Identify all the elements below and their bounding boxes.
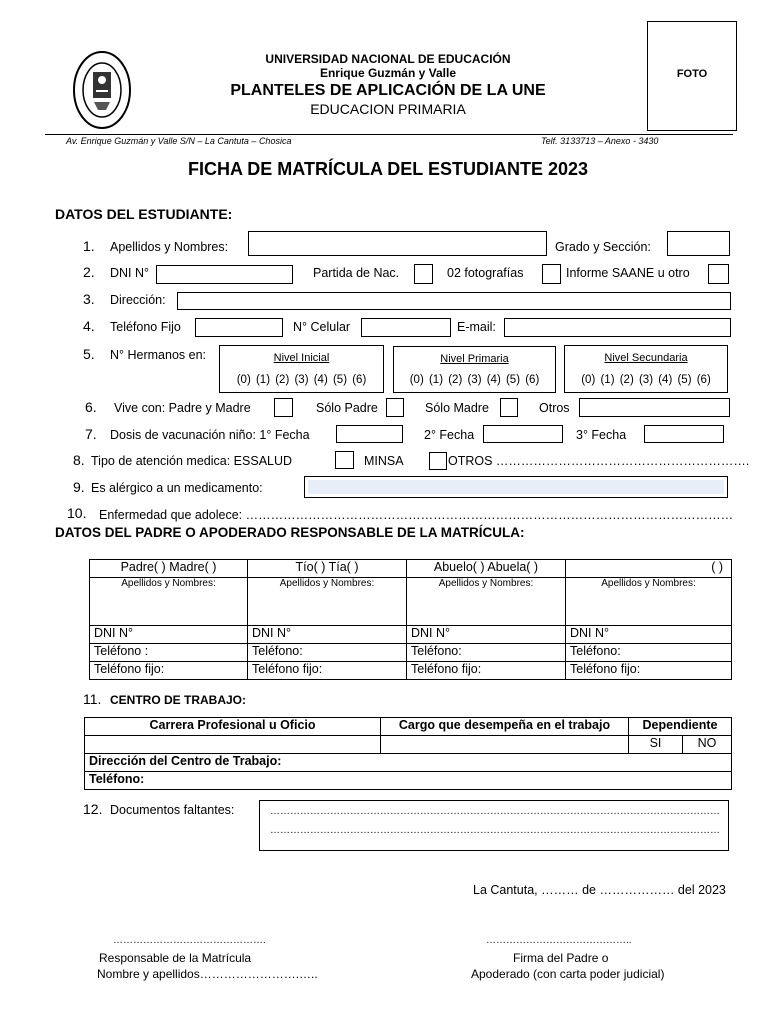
planteles-title: PLANTELES DE APLICACIÓN DE LA UNE xyxy=(230,82,546,99)
vaccine-label: Dosis de vacunación niño: 1° Fecha xyxy=(110,428,310,442)
career-cell[interactable] xyxy=(85,736,381,754)
career-header: Carrera Profesional u Oficio xyxy=(85,718,381,736)
allergy-label: Es alérgico a un medicamento: xyxy=(91,481,263,495)
missing-docs-label: Documentos faltantes: xyxy=(110,803,235,817)
work-address-cell[interactable]: Dirección del Centro de Trabajo: xyxy=(85,754,732,772)
landline-input[interactable] xyxy=(195,318,283,337)
item-number: 5. xyxy=(83,346,95,362)
guardian-table xyxy=(89,559,732,680)
item-number: 9. xyxy=(73,479,85,495)
email-label: E-mail: xyxy=(457,320,496,334)
item-number: 3. xyxy=(83,291,95,307)
university-name: UNIVERSIDAD NACIONAL DE EDUCACIÓN xyxy=(265,52,511,66)
siblings-initial-box[interactable] xyxy=(219,345,384,393)
birth-cert-label: Partida de Nac. xyxy=(313,266,400,280)
only-father-label: Sólo Padre xyxy=(316,401,378,415)
item-number: 8. xyxy=(73,452,85,468)
address-input[interactable] xyxy=(177,292,731,310)
cellphone-input[interactable] xyxy=(361,318,451,337)
grade-input[interactable] xyxy=(667,231,730,256)
essalud-checkbox[interactable] xyxy=(335,451,354,469)
education-level: EDUCACION PRIMARIA xyxy=(310,101,466,117)
uncle-aunt-header[interactable]: Tío( ) Tía( ) xyxy=(248,560,407,578)
vaccine-third-label: 3° Fecha xyxy=(576,428,627,442)
phone-cell[interactable]: Teléfono: xyxy=(248,644,407,662)
item-number: 4. xyxy=(83,318,95,334)
father-mother-header[interactable]: Padre( ) Madre( ) xyxy=(90,560,248,578)
disease-label: Enfermedad que adolece: ……………………………………………………………………………………………………… xyxy=(99,508,734,522)
dependent-header: Dependiente xyxy=(629,718,732,736)
vaccine-third-input[interactable] xyxy=(644,425,724,443)
saane-checkbox[interactable] xyxy=(708,264,729,284)
left-signature-name: Nombre y apellidos…………………….….. xyxy=(97,967,318,981)
item-number: 7. xyxy=(85,426,97,442)
dni-cell[interactable]: DNI N° xyxy=(407,626,566,644)
phone-cell[interactable]: Teléfono: xyxy=(566,644,732,662)
landline-label: Teléfono Fijo xyxy=(110,320,181,334)
university-seal-logo xyxy=(72,50,132,130)
siblings-secondary-title: Nivel Secundaria xyxy=(604,352,688,364)
only-mother-checkbox[interactable] xyxy=(500,398,518,417)
item-number: 2. xyxy=(83,264,95,280)
missing-docs-line: ……………………………………………………………………………………………………………………… xyxy=(270,825,720,836)
minsa-checkbox[interactable] xyxy=(429,452,447,470)
siblings-primary-title: Nivel Primaria xyxy=(440,353,509,365)
dependent-no[interactable]: NO xyxy=(683,736,732,754)
names-cell[interactable]: Apellidos y Nombres: xyxy=(248,578,407,626)
birth-cert-checkbox[interactable] xyxy=(414,264,433,284)
dni-cell[interactable]: DNI N° xyxy=(248,626,407,644)
others-input[interactable] xyxy=(579,398,730,417)
siblings-initial-options[interactable]: (0) (1) (2) (3) (4) (5) (6) xyxy=(236,374,367,386)
minsa-label: MINSA xyxy=(364,454,404,468)
names-cell[interactable]: Apellidos y Nombres: xyxy=(90,578,248,626)
only-mother-label: Sólo Madre xyxy=(425,401,489,415)
date-line: La Cantuta, ……… de ……………… del 2023 xyxy=(473,883,726,897)
item-number: 10. xyxy=(67,505,87,521)
only-father-checkbox[interactable] xyxy=(386,398,404,417)
work-phone-cell[interactable]: Teléfono: xyxy=(85,772,732,790)
allergy-input[interactable] xyxy=(304,476,728,498)
university-subname: Enrique Guzmán y Valle xyxy=(319,66,457,80)
phone-cell[interactable]: Teléfono : xyxy=(90,644,248,662)
header-rule xyxy=(45,134,733,135)
saane-label: Informe SAANE u otro xyxy=(566,266,690,280)
student-names-input[interactable] xyxy=(248,231,547,256)
lives-with-label: Vive con: Padre y Madre xyxy=(114,401,251,415)
header-address: Av. Enrique Guzmán y Valle S/N – La Cantuta – Chosica xyxy=(66,136,292,146)
header-phone: Telf. 3133713 – Anexo - 3430 xyxy=(541,136,659,146)
left-signature-dots: ………………………………………. xyxy=(113,935,266,946)
address-label: Dirección: xyxy=(110,293,166,307)
right-signature-dots: …………………………………….. xyxy=(486,935,632,946)
dni-label: DNI N° xyxy=(110,266,150,280)
item-number: 1. xyxy=(83,238,95,254)
item-number: 12. xyxy=(83,801,103,817)
grandparent-header[interactable]: Abuelo( ) Abuela( ) xyxy=(407,560,566,578)
form-title: FICHA DE MATRÍCULA DEL ESTUDIANTE 2023 xyxy=(187,159,589,179)
item-number: 6. xyxy=(85,399,97,415)
right-signature-note: Apoderado (con carta poder judicial) xyxy=(471,967,665,981)
vaccine-second-input[interactable] xyxy=(483,425,563,443)
missing-docs-line: ……………………………………………………………………………………………………………………… xyxy=(270,806,720,817)
care-type-label: Tipo de atención medica: ESSALUD xyxy=(91,454,293,468)
vaccine-second-label: 2° Fecha xyxy=(424,428,475,442)
student-section-title: DATOS DEL ESTUDIANTE: xyxy=(55,206,233,222)
other-header[interactable]: ( ) xyxy=(566,560,732,578)
student-names-label: Apellidos y Nombres: xyxy=(110,240,229,254)
vaccine-first-input[interactable] xyxy=(336,425,403,443)
phone-cell[interactable]: Teléfono: xyxy=(407,644,566,662)
right-signature-role: Firma del Padre o xyxy=(513,951,609,965)
names-cell[interactable]: Apellidos y Nombres: xyxy=(566,578,732,626)
allergy-input-fill xyxy=(308,480,724,494)
cellphone-label: N° Celular xyxy=(293,320,351,334)
landline-cell[interactable]: Teléfono fijo: xyxy=(248,662,407,680)
siblings-secondary-options[interactable]: (0) (1) (2) (3) (4) (5) (6) xyxy=(581,374,711,386)
care-others-label: OTROS ……………………………………………………. xyxy=(448,454,750,468)
others-label: Otros xyxy=(539,401,570,415)
siblings-secondary-box[interactable] xyxy=(564,345,728,393)
work-table xyxy=(84,717,732,790)
grade-label: Grado y Sección: xyxy=(555,240,651,254)
siblings-label: N° Hermanos en: xyxy=(110,348,207,362)
names-cell[interactable]: Apellidos y Nombres: xyxy=(407,578,566,626)
dni-cell[interactable]: DNI N° xyxy=(566,626,732,644)
dni-cell[interactable]: DNI N° xyxy=(90,626,248,644)
item-number: 11. xyxy=(83,691,102,707)
dependent-si[interactable]: SI xyxy=(629,736,683,754)
dni-input[interactable] xyxy=(156,265,293,284)
role-cell[interactable] xyxy=(381,736,629,754)
guardian-section-title: DATOS DEL PADRE O APODERADO RESPONSABLE DE LA MATRÍCULA: xyxy=(55,525,525,540)
landline-cell[interactable]: Teléfono fijo: xyxy=(566,662,732,680)
lives-both-checkbox[interactable] xyxy=(274,398,293,417)
left-signature-role: Responsable de la Matrícula xyxy=(99,951,252,965)
photo-label: FOTO xyxy=(676,68,708,80)
photos-checkbox[interactable] xyxy=(542,264,561,284)
role-header: Cargo que desempeña en el trabajo xyxy=(381,718,629,736)
email-input[interactable] xyxy=(504,318,731,337)
landline-cell[interactable]: Teléfono fijo: xyxy=(407,662,566,680)
landline-cell[interactable]: Teléfono fijo: xyxy=(90,662,248,680)
work-section-title: CENTRO DE TRABAJO: xyxy=(110,693,247,707)
siblings-initial-title: Nivel Inicial xyxy=(273,352,330,364)
siblings-primary-options[interactable]: (0) (1) (2) (3) (4) (5) (6) xyxy=(409,374,540,386)
photos-label: 02 fotografías xyxy=(447,266,524,280)
siblings-primary-box[interactable] xyxy=(393,346,556,393)
